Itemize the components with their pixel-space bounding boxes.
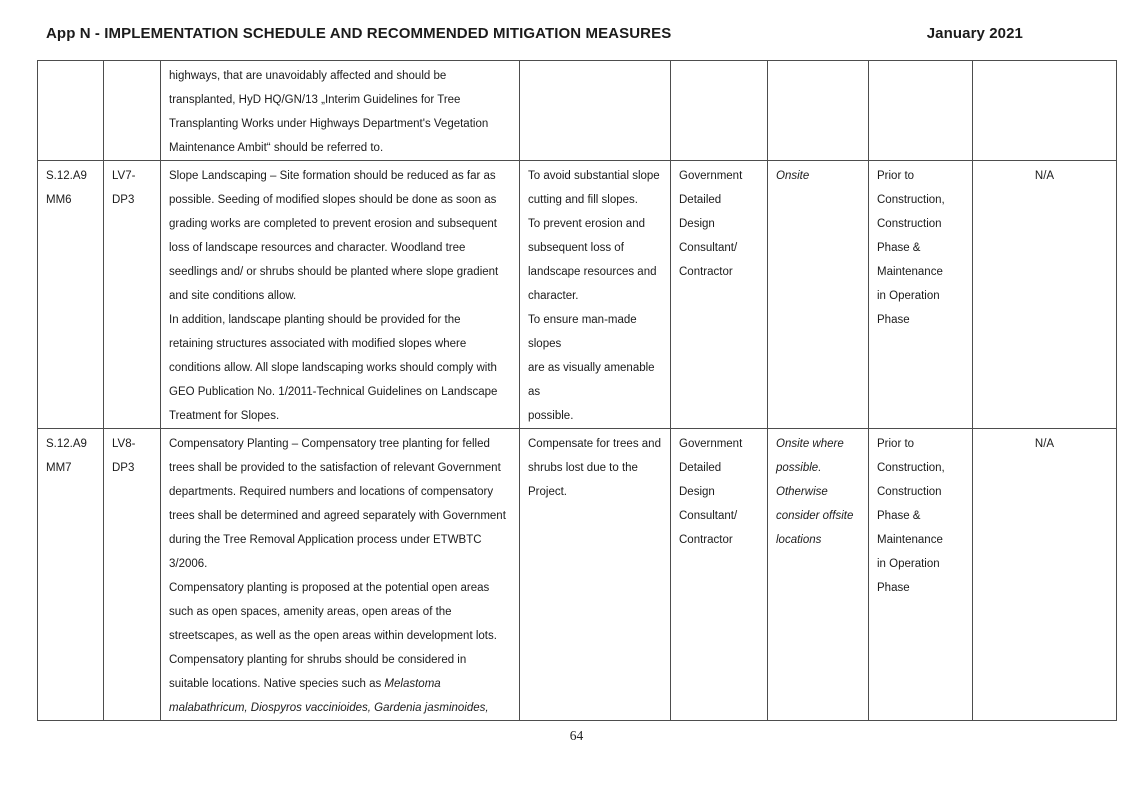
- standards-cell: N/A: [973, 161, 1117, 429]
- eia-ref-cell: [38, 61, 104, 161]
- timing-cell: Prior to Construction, Construction Phase & Maintenance in Operation Phase: [869, 429, 973, 721]
- table-row-mm6: [38, 161, 1117, 429]
- eia-ref-cell: S.12.A9 MM6: [38, 161, 104, 429]
- responsibility-cell: Government Detailed Design Consultant/ Contractor: [671, 161, 768, 429]
- timing-cell: [869, 61, 973, 161]
- document-title: App N - IMPLEMENTATION SCHEDULE AND RECOMMENDED MITIGATION MEASURES: [46, 25, 672, 42]
- mitigation-measure-cell: Slope Landscaping – Site formation should be reduced as far as possible. Seeding of modified slopes should be done as soon as grading works are completed to prevent erosion and subsequent loss of landscape resources and character. Woodland tree seedlings and/ or shrubs should be planted where slope gradient and site conditions allow. In addition, landscape planting should be provided for the retaining structures associated with modified slopes where conditions allow. All slope landscaping works should comply with GEO Publication No. 1/2011-Technical Guidelines on Landscape Treatment for Slopes.: [161, 161, 520, 429]
- implementation-schedule-table: [37, 60, 1117, 721]
- responsibility-cell: Government Detailed Design Consultant/ Contractor: [671, 429, 768, 721]
- responsibility-cell: [671, 61, 768, 161]
- standards-cell: N/A: [973, 429, 1117, 721]
- objective-cell: Compensate for trees and shrubs lost due to the Project.: [520, 429, 671, 721]
- eia-ref-cell: S.12.A9 MM7: [38, 429, 104, 721]
- dp-ref-cell: LV8- DP3: [104, 429, 161, 721]
- location-cell: Onsite where possible. Otherwise consider offsite locations: [768, 429, 869, 721]
- document-header: [0, 0, 1123, 42]
- mitigation-measure-cell: Compensatory Planting – Compensatory tree planting for felled trees shall be provided to the satisfaction of relevant Government departments. Required numbers and locations of compensatory trees shall be determined and agreed separately with Government during the Tree Removal Application process under ETWBTC 3/2006. Compensatory planting is proposed at the potential open areas such as open spaces, amenity areas, open areas of the streetscapes, as well as the open areas within development lots. Compensatory planting for shrubs should be considered in suitable locations. Native species such as Melastoma malabathricum, Diospyros vaccinioides, Gardenia jasminoides,: [161, 429, 520, 721]
- location-cell: Onsite: [768, 161, 869, 429]
- standards-cell: [973, 61, 1117, 161]
- timing-cell: Prior to Construction, Construction Phase & Maintenance in Operation Phase: [869, 161, 973, 429]
- document-date: January 2021: [926, 25, 1023, 42]
- location-cell: [768, 61, 869, 161]
- mitigation-measure-cell: highways, that are unavoidably affected and should be transplanted, HyD HQ/GN/13 „Interim Guidelines for Tree Transplanting Works under Highways Department's Vegetation Maintenance Ambit“ should be referred to.: [161, 61, 520, 161]
- page-number: 64: [569, 728, 584, 743]
- table-row-continuation: [38, 61, 1117, 161]
- objective-cell: To avoid substantial slope cutting and fill slopes. To prevent erosion and subsequent loss of landscape resources and character. To ensure man-made slopes are as visually amenable as possible.: [520, 161, 671, 429]
- dp-ref-cell: LV7- DP3: [104, 161, 161, 429]
- objective-cell: [520, 61, 671, 161]
- dp-ref-cell: [104, 61, 161, 161]
- table-row-mm7: [38, 429, 1117, 721]
